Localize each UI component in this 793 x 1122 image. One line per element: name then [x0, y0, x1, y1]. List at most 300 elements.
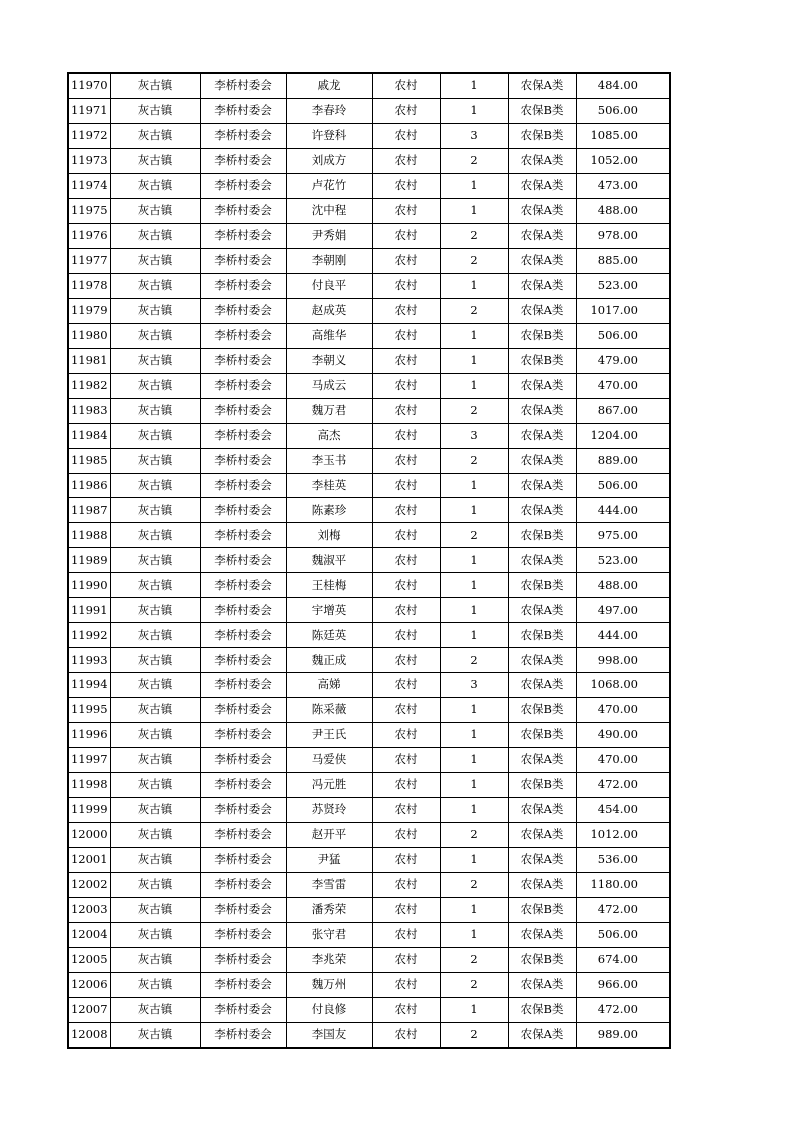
town-cell: 灰古镇	[110, 598, 200, 623]
town-cell: 灰古镇	[110, 448, 200, 473]
household-count-cell: 1	[440, 698, 508, 723]
household-count-cell: 1	[440, 373, 508, 398]
amount-cell: 674.00	[576, 947, 670, 972]
table-row	[68, 723, 670, 748]
category-cell: 农保A类	[508, 448, 576, 473]
amount-cell: 998.00	[576, 648, 670, 673]
row-number-cell: 11970	[68, 73, 110, 98]
category-cell: 农保A类	[508, 673, 576, 698]
row-number-cell: 11980	[68, 323, 110, 348]
row-number-cell: 12008	[68, 1022, 110, 1047]
row-number-cell: 11972	[68, 123, 110, 148]
amount-cell: 472.00	[576, 773, 670, 798]
category-cell: 农保A类	[508, 648, 576, 673]
committee-cell: 李桥村委会	[200, 922, 286, 947]
town-cell: 灰古镇	[110, 73, 200, 98]
name-cell: 尹秀娟	[286, 223, 372, 248]
town-cell: 灰古镇	[110, 273, 200, 298]
category-cell: 农保B类	[508, 897, 576, 922]
committee-cell: 李桥村委会	[200, 648, 286, 673]
category-cell: 农保A类	[508, 273, 576, 298]
table-row	[68, 997, 670, 1022]
name-cell: 李朝义	[286, 348, 372, 373]
amount-cell: 472.00	[576, 997, 670, 1022]
committee-cell: 李桥村委会	[200, 423, 286, 448]
name-cell: 李桂英	[286, 473, 372, 498]
committee-cell: 李桥村委会	[200, 273, 286, 298]
amount-cell: 989.00	[576, 1022, 670, 1047]
name-cell: 陈采薇	[286, 698, 372, 723]
area-type-cell: 农村	[372, 623, 440, 648]
category-cell: 农保A类	[508, 423, 576, 448]
amount-cell: 536.00	[576, 848, 670, 873]
name-cell: 戚龙	[286, 73, 372, 98]
household-count-cell: 2	[440, 248, 508, 273]
category-cell: 农保A类	[508, 223, 576, 248]
table-row	[68, 798, 670, 823]
table-row	[68, 823, 670, 848]
category-cell: 农保A类	[508, 922, 576, 947]
amount-cell: 523.00	[576, 273, 670, 298]
amount-cell: 470.00	[576, 748, 670, 773]
area-type-cell: 农村	[372, 673, 440, 698]
committee-cell: 李桥村委会	[200, 198, 286, 223]
name-cell: 马爱侠	[286, 748, 372, 773]
area-type-cell: 农村	[372, 498, 440, 523]
amount-cell: 975.00	[576, 523, 670, 548]
table-row	[68, 673, 670, 698]
committee-cell: 李桥村委会	[200, 523, 286, 548]
household-count-cell: 1	[440, 498, 508, 523]
town-cell: 灰古镇	[110, 848, 200, 873]
town-cell: 灰古镇	[110, 897, 200, 922]
row-number-cell: 11981	[68, 348, 110, 373]
table-row	[68, 73, 670, 98]
committee-cell: 李桥村委会	[200, 248, 286, 273]
household-count-cell: 2	[440, 873, 508, 898]
category-cell: 农保A类	[508, 298, 576, 323]
area-type-cell: 农村	[372, 648, 440, 673]
area-type-cell: 农村	[372, 922, 440, 947]
area-type-cell: 农村	[372, 1022, 440, 1047]
name-cell: 许登科	[286, 123, 372, 148]
name-cell: 陈廷英	[286, 623, 372, 648]
household-count-cell: 2	[440, 823, 508, 848]
town-cell: 灰古镇	[110, 798, 200, 823]
area-type-cell: 农村	[372, 598, 440, 623]
household-count-cell: 1	[440, 173, 508, 198]
category-cell: 农保B类	[508, 623, 576, 648]
name-cell: 苏贤玲	[286, 798, 372, 823]
name-cell: 沈中程	[286, 198, 372, 223]
row-number-cell: 11999	[68, 798, 110, 823]
row-number-cell: 12005	[68, 947, 110, 972]
area-type-cell: 农村	[372, 473, 440, 498]
category-cell: 农保A类	[508, 823, 576, 848]
committee-cell: 李桥村委会	[200, 698, 286, 723]
name-cell: 张守君	[286, 922, 372, 947]
table-row	[68, 848, 670, 873]
area-type-cell: 农村	[372, 398, 440, 423]
area-type-cell: 农村	[372, 123, 440, 148]
table-row	[68, 773, 670, 798]
row-number-cell: 11973	[68, 148, 110, 173]
committee-cell: 李桥村委会	[200, 173, 286, 198]
amount-cell: 506.00	[576, 98, 670, 123]
table-row	[68, 223, 670, 248]
town-cell: 灰古镇	[110, 473, 200, 498]
household-count-cell: 1	[440, 848, 508, 873]
town-cell: 灰古镇	[110, 423, 200, 448]
category-cell: 农保A类	[508, 748, 576, 773]
name-cell: 付良平	[286, 273, 372, 298]
committee-cell: 李桥村委会	[200, 73, 286, 98]
amount-cell: 470.00	[576, 698, 670, 723]
amount-cell: 488.00	[576, 573, 670, 598]
row-number-cell: 12007	[68, 997, 110, 1022]
committee-cell: 李桥村委会	[200, 873, 286, 898]
category-cell: 农保A类	[508, 73, 576, 98]
town-cell: 灰古镇	[110, 673, 200, 698]
row-number-cell: 11998	[68, 773, 110, 798]
category-cell: 农保A类	[508, 848, 576, 873]
household-count-cell: 2	[440, 448, 508, 473]
town-cell: 灰古镇	[110, 648, 200, 673]
town-cell: 灰古镇	[110, 997, 200, 1022]
amount-cell: 490.00	[576, 723, 670, 748]
household-count-cell: 2	[440, 972, 508, 997]
committee-cell: 李桥村委会	[200, 723, 286, 748]
area-type-cell: 农村	[372, 373, 440, 398]
area-type-cell: 农村	[372, 773, 440, 798]
amount-cell: 470.00	[576, 373, 670, 398]
area-type-cell: 农村	[372, 248, 440, 273]
row-number-cell: 11988	[68, 523, 110, 548]
table-row	[68, 698, 670, 723]
name-cell: 李玉书	[286, 448, 372, 473]
amount-cell: 523.00	[576, 548, 670, 573]
area-type-cell: 农村	[372, 523, 440, 548]
table-row	[68, 623, 670, 648]
row-number-cell: 11986	[68, 473, 110, 498]
area-type-cell: 农村	[372, 323, 440, 348]
household-count-cell: 2	[440, 223, 508, 248]
area-type-cell: 农村	[372, 897, 440, 922]
household-count-cell: 3	[440, 123, 508, 148]
town-cell: 灰古镇	[110, 623, 200, 648]
row-number-cell: 11976	[68, 223, 110, 248]
area-type-cell: 农村	[372, 873, 440, 898]
name-cell: 赵成英	[286, 298, 372, 323]
row-number-cell: 12001	[68, 848, 110, 873]
name-cell: 冯元胜	[286, 773, 372, 798]
committee-cell: 李桥村委会	[200, 98, 286, 123]
category-cell: 农保A类	[508, 798, 576, 823]
town-cell: 灰古镇	[110, 98, 200, 123]
category-cell: 农保A类	[508, 398, 576, 423]
committee-cell: 李桥村委会	[200, 323, 286, 348]
town-cell: 灰古镇	[110, 723, 200, 748]
household-count-cell: 1	[440, 73, 508, 98]
household-count-cell: 1	[440, 548, 508, 573]
category-cell: 农保A类	[508, 173, 576, 198]
name-cell: 赵开平	[286, 823, 372, 848]
area-type-cell: 农村	[372, 448, 440, 473]
committee-cell: 李桥村委会	[200, 148, 286, 173]
household-count-cell: 3	[440, 423, 508, 448]
table-row	[68, 398, 670, 423]
row-number-cell: 12004	[68, 922, 110, 947]
category-cell: 农保B类	[508, 723, 576, 748]
town-cell: 灰古镇	[110, 1022, 200, 1047]
committee-cell: 李桥村委会	[200, 223, 286, 248]
row-number-cell: 12006	[68, 972, 110, 997]
name-cell: 魏万州	[286, 972, 372, 997]
committee-cell: 李桥村委会	[200, 748, 286, 773]
name-cell: 魏正成	[286, 648, 372, 673]
committee-cell: 李桥村委会	[200, 573, 286, 598]
name-cell: 潘秀荣	[286, 897, 372, 922]
committee-cell: 李桥村委会	[200, 498, 286, 523]
town-cell: 灰古镇	[110, 573, 200, 598]
category-cell: 农保A类	[508, 473, 576, 498]
row-number-cell: 11974	[68, 173, 110, 198]
category-cell: 农保A类	[508, 873, 576, 898]
table-row	[68, 173, 670, 198]
committee-cell: 李桥村委会	[200, 947, 286, 972]
name-cell: 李春玲	[286, 98, 372, 123]
row-number-cell: 11993	[68, 648, 110, 673]
amount-cell: 966.00	[576, 972, 670, 997]
town-cell: 灰古镇	[110, 748, 200, 773]
table-row	[68, 548, 670, 573]
town-cell: 灰古镇	[110, 548, 200, 573]
category-cell: 农保B类	[508, 773, 576, 798]
committee-cell: 李桥村委会	[200, 897, 286, 922]
row-number-cell: 11990	[68, 573, 110, 598]
town-cell: 灰古镇	[110, 698, 200, 723]
household-count-cell: 1	[440, 748, 508, 773]
area-type-cell: 农村	[372, 423, 440, 448]
amount-cell: 506.00	[576, 922, 670, 947]
category-cell: 农保B类	[508, 348, 576, 373]
row-number-cell: 12000	[68, 823, 110, 848]
area-type-cell: 农村	[372, 273, 440, 298]
name-cell: 魏淑平	[286, 548, 372, 573]
amount-cell: 885.00	[576, 248, 670, 273]
amount-cell: 506.00	[576, 323, 670, 348]
committee-cell: 李桥村委会	[200, 798, 286, 823]
household-count-cell: 1	[440, 598, 508, 623]
committee-cell: 李桥村委会	[200, 1022, 286, 1047]
amount-cell: 978.00	[576, 223, 670, 248]
amount-cell: 1204.00	[576, 423, 670, 448]
committee-cell: 李桥村委会	[200, 373, 286, 398]
table-row	[68, 248, 670, 273]
table-row	[68, 298, 670, 323]
household-count-cell: 2	[440, 398, 508, 423]
town-cell: 灰古镇	[110, 373, 200, 398]
category-cell: 农保A类	[508, 248, 576, 273]
town-cell: 灰古镇	[110, 173, 200, 198]
committee-cell: 李桥村委会	[200, 972, 286, 997]
category-cell: 农保B类	[508, 323, 576, 348]
town-cell: 灰古镇	[110, 523, 200, 548]
table-row	[68, 448, 670, 473]
town-cell: 灰古镇	[110, 947, 200, 972]
name-cell: 李兆荣	[286, 947, 372, 972]
table-row	[68, 897, 670, 922]
household-count-cell: 2	[440, 1022, 508, 1047]
town-cell: 灰古镇	[110, 873, 200, 898]
category-cell: 农保A类	[508, 548, 576, 573]
amount-cell: 867.00	[576, 398, 670, 423]
row-number-cell: 11979	[68, 298, 110, 323]
table-row	[68, 648, 670, 673]
area-type-cell: 农村	[372, 798, 440, 823]
table-row	[68, 573, 670, 598]
area-type-cell: 农村	[372, 947, 440, 972]
committee-cell: 李桥村委会	[200, 673, 286, 698]
row-number-cell: 11987	[68, 498, 110, 523]
table-row	[68, 423, 670, 448]
committee-cell: 李桥村委会	[200, 448, 286, 473]
household-count-cell: 2	[440, 947, 508, 972]
committee-cell: 李桥村委会	[200, 997, 286, 1022]
category-cell: 农保A类	[508, 498, 576, 523]
household-count-cell: 1	[440, 273, 508, 298]
amount-cell: 472.00	[576, 897, 670, 922]
table-row	[68, 148, 670, 173]
row-number-cell: 12003	[68, 897, 110, 922]
category-cell: 农保B类	[508, 997, 576, 1022]
town-cell: 灰古镇	[110, 148, 200, 173]
area-type-cell: 农村	[372, 148, 440, 173]
row-number-cell: 11992	[68, 623, 110, 648]
town-cell: 灰古镇	[110, 972, 200, 997]
area-type-cell: 农村	[372, 698, 440, 723]
table-row	[68, 748, 670, 773]
row-number-cell: 11971	[68, 98, 110, 123]
category-cell: 农保A类	[508, 373, 576, 398]
household-count-cell: 1	[440, 997, 508, 1022]
town-cell: 灰古镇	[110, 348, 200, 373]
amount-cell: 1068.00	[576, 673, 670, 698]
household-count-cell: 1	[440, 922, 508, 947]
table-row	[68, 498, 670, 523]
name-cell: 刘梅	[286, 523, 372, 548]
row-number-cell: 11985	[68, 448, 110, 473]
committee-cell: 李桥村委会	[200, 848, 286, 873]
amount-cell: 497.00	[576, 598, 670, 623]
area-type-cell: 农村	[372, 972, 440, 997]
committee-cell: 李桥村委会	[200, 348, 286, 373]
area-type-cell: 农村	[372, 548, 440, 573]
household-count-cell: 3	[440, 673, 508, 698]
town-cell: 灰古镇	[110, 922, 200, 947]
town-cell: 灰古镇	[110, 823, 200, 848]
amount-cell: 1012.00	[576, 823, 670, 848]
name-cell: 王桂梅	[286, 573, 372, 598]
area-type-cell: 农村	[372, 573, 440, 598]
town-cell: 灰古镇	[110, 773, 200, 798]
category-cell: 农保B类	[508, 98, 576, 123]
category-cell: 农保A类	[508, 1022, 576, 1047]
records-table-body	[68, 73, 670, 1048]
row-number-cell: 12002	[68, 873, 110, 898]
area-type-cell: 农村	[372, 848, 440, 873]
amount-cell: 1017.00	[576, 298, 670, 323]
town-cell: 灰古镇	[110, 223, 200, 248]
category-cell: 农保B类	[508, 573, 576, 598]
committee-cell: 李桥村委会	[200, 473, 286, 498]
name-cell: 高杰	[286, 423, 372, 448]
household-count-cell: 1	[440, 98, 508, 123]
table-row	[68, 323, 670, 348]
name-cell: 魏万君	[286, 398, 372, 423]
household-count-cell: 1	[440, 198, 508, 223]
area-type-cell: 农村	[372, 997, 440, 1022]
amount-cell: 488.00	[576, 198, 670, 223]
household-count-cell: 1	[440, 473, 508, 498]
committee-cell: 李桥村委会	[200, 598, 286, 623]
amount-cell: 473.00	[576, 173, 670, 198]
household-count-cell: 1	[440, 623, 508, 648]
category-cell: 农保B类	[508, 698, 576, 723]
table-row	[68, 1022, 670, 1047]
amount-cell: 479.00	[576, 348, 670, 373]
category-cell: 农保B类	[508, 123, 576, 148]
category-cell: 农保A类	[508, 972, 576, 997]
row-number-cell: 11977	[68, 248, 110, 273]
town-cell: 灰古镇	[110, 123, 200, 148]
amount-cell: 1180.00	[576, 873, 670, 898]
name-cell: 李国友	[286, 1022, 372, 1047]
name-cell: 付良修	[286, 997, 372, 1022]
committee-cell: 李桥村委会	[200, 623, 286, 648]
town-cell: 灰古镇	[110, 198, 200, 223]
name-cell: 高娣	[286, 673, 372, 698]
town-cell: 灰古镇	[110, 248, 200, 273]
amount-cell: 444.00	[576, 498, 670, 523]
category-cell: 农保B类	[508, 523, 576, 548]
area-type-cell: 农村	[372, 348, 440, 373]
row-number-cell: 11975	[68, 198, 110, 223]
committee-cell: 李桥村委会	[200, 398, 286, 423]
name-cell: 高维华	[286, 323, 372, 348]
row-number-cell: 11991	[68, 598, 110, 623]
area-type-cell: 农村	[372, 723, 440, 748]
area-type-cell: 农村	[372, 298, 440, 323]
amount-cell: 506.00	[576, 473, 670, 498]
category-cell: 农保A类	[508, 148, 576, 173]
household-count-cell: 1	[440, 773, 508, 798]
name-cell: 尹猛	[286, 848, 372, 873]
name-cell: 卢花竹	[286, 173, 372, 198]
household-count-cell: 2	[440, 523, 508, 548]
household-count-cell: 2	[440, 648, 508, 673]
table-row	[68, 98, 670, 123]
area-type-cell: 农村	[372, 223, 440, 248]
table-row	[68, 473, 670, 498]
household-count-cell: 1	[440, 323, 508, 348]
category-cell: 农保A类	[508, 598, 576, 623]
row-number-cell: 11982	[68, 373, 110, 398]
category-cell: 农保A类	[508, 198, 576, 223]
name-cell: 宇增英	[286, 598, 372, 623]
household-count-cell: 1	[440, 573, 508, 598]
name-cell: 李雪雷	[286, 873, 372, 898]
